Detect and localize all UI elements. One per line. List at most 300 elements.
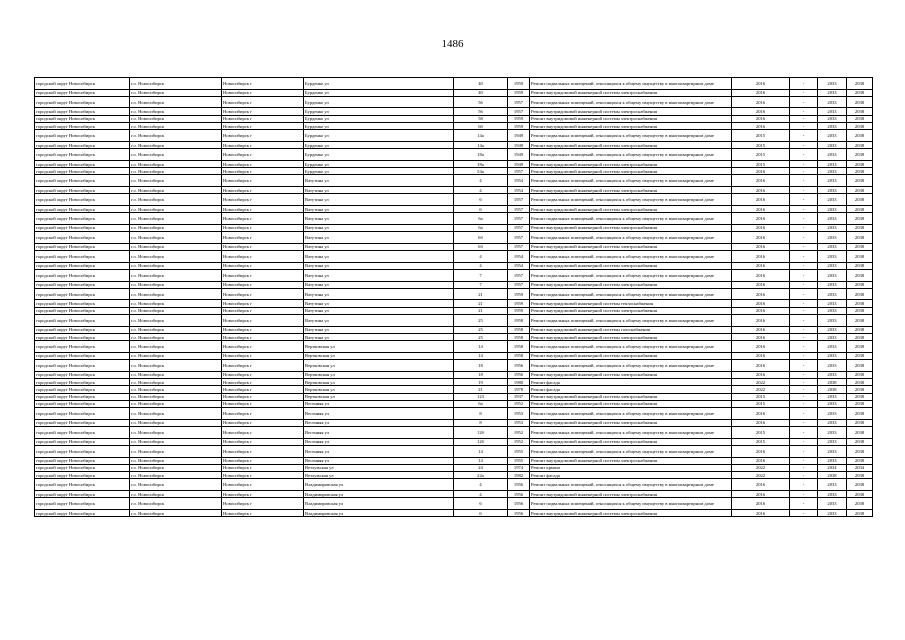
city-cell: Новосибирск г	[222, 205, 304, 212]
plan-final-cell: 2038	[847, 314, 873, 326]
plan-start-cell: 2016	[732, 371, 790, 378]
city-cell: Новосибирск г	[222, 307, 304, 314]
house-cell: 6	[454, 509, 508, 516]
year-built-cell: 1956	[508, 371, 530, 378]
house-cell: 6а	[454, 213, 508, 225]
house-cell: 56	[454, 108, 508, 115]
district-cell: городской округ Новосибирск	[35, 205, 130, 212]
house-cell: 21	[454, 288, 508, 300]
plan-final-cell: 2038	[847, 205, 873, 212]
street-cell: Вертковская ул	[304, 360, 454, 372]
municipality-cell: г.о. Новосибирск	[130, 123, 222, 130]
plan-final-cell: 2038	[847, 108, 873, 115]
table-row	[35, 224, 873, 231]
plan-start-cell: 2016	[732, 445, 790, 457]
plan-end-cell: 2033	[818, 314, 847, 326]
district-cell: городской округ Новосибирск	[35, 333, 130, 340]
table-row	[35, 213, 873, 225]
district-cell: городской округ Новосибирск	[35, 300, 130, 307]
district-cell: городской округ Новосибирск	[35, 393, 130, 400]
plan-mid-cell: -	[790, 130, 818, 142]
work-type-cell: Ремонт внутридомовой инженерной системы электроснабжения	[530, 400, 732, 407]
district-cell: городской округ Новосибирск	[35, 419, 130, 426]
table-row	[35, 386, 873, 393]
street-cell: Ватутина ул	[304, 194, 454, 206]
city-cell: Новосибирск г	[222, 457, 304, 464]
plan-end-cell: 2033	[818, 194, 847, 206]
plan-start-cell: 2016	[732, 288, 790, 300]
street-cell: Весенняя ул	[304, 400, 454, 407]
city-cell: Новосибирск г	[222, 326, 304, 333]
house-cell: 14а	[454, 141, 508, 148]
plan-mid-cell: -	[790, 445, 818, 457]
district-cell: городской округ Новосибирск	[35, 243, 130, 250]
district-cell: городской округ Новосибирск	[35, 498, 130, 510]
house-cell: 14	[454, 352, 508, 359]
city-cell: Новосибирск г	[222, 427, 304, 439]
plan-final-cell: 2038	[847, 408, 873, 420]
table-row	[35, 341, 873, 353]
plan-start-cell: 2016	[732, 307, 790, 314]
municipality-cell: г.о. Новосибирск	[130, 491, 222, 498]
street-cell: Ватутина ул	[304, 232, 454, 244]
work-type-cell: Ремонт внутридомовой инженерной системы электроснабжения	[530, 141, 732, 148]
plan-final-cell: 2038	[847, 419, 873, 426]
work-type-cell: Ремонт подвальных помещений, относящихся к общему имуществу в многоквартирном доме	[530, 288, 732, 300]
district-cell: городской округ Новосибирск	[35, 352, 130, 359]
municipality-cell: г.о. Новосибирск	[130, 224, 222, 231]
plan-mid-cell: -	[790, 232, 818, 244]
table-row	[35, 115, 873, 122]
district-cell: городской округ Новосибирск	[35, 130, 130, 142]
plan-end-cell: 2033	[818, 479, 847, 491]
plan-mid-cell: -	[790, 288, 818, 300]
plan-mid-cell: -	[790, 224, 818, 231]
house-cell: 6б	[454, 243, 508, 250]
plan-final-cell: 2038	[847, 472, 873, 479]
plan-end-cell: 2033	[818, 187, 847, 194]
work-type-cell: Ремонт внутридомовой инженерной системы электроснабжения	[530, 160, 732, 167]
city-cell: Новосибирск г	[222, 262, 304, 269]
house-cell: 14а	[454, 130, 508, 142]
street-cell: Ватутина ул	[304, 187, 454, 194]
page-number: 1486	[441, 38, 464, 50]
street-cell: Вертковская ул	[304, 341, 454, 353]
plan-start-cell: 2016	[732, 175, 790, 187]
plan-final-cell: 2038	[847, 96, 873, 108]
table-row	[35, 408, 873, 420]
house-cell: 12б	[454, 427, 508, 439]
municipality-cell: г.о. Новосибирск	[130, 187, 222, 194]
table-row	[35, 123, 873, 130]
city-cell: Новосибирск г	[222, 160, 304, 167]
work-type-cell: Ремонт внутридомовой инженерной системы электроснабжения	[530, 123, 732, 130]
house-cell: 4	[454, 187, 508, 194]
work-type-cell: Ремонт подвальных помещений, относящихся к общему имуществу в многоквартирном доме	[530, 194, 732, 206]
work-type-cell: Ремонт подвальных помещений, относящихся к общему имуществу в многоквартирном доме	[530, 498, 732, 510]
year-built-cell: 1958	[508, 333, 530, 340]
plan-start-cell: 2016	[732, 281, 790, 288]
work-type-cell: Ремонт подвальных помещений, относящихся к общему имуществу в многоквартирном доме	[530, 445, 732, 457]
plan-mid-cell: -	[790, 400, 818, 407]
year-built-cell: 1959	[508, 288, 530, 300]
district-cell: городской округ Новосибирск	[35, 141, 130, 148]
table-row	[35, 251, 873, 263]
plan-final-cell: 2038	[847, 288, 873, 300]
house-cell: 18	[454, 371, 508, 378]
district-cell: городской округ Новосибирск	[35, 108, 130, 115]
city-cell: Новосибирск г	[222, 371, 304, 378]
plan-start-cell: 2016	[732, 341, 790, 353]
plan-start-cell: 2015	[732, 438, 790, 445]
city-cell: Новосибирск г	[222, 378, 304, 385]
house-cell: 24	[454, 464, 508, 471]
plan-end-cell: 2033	[818, 408, 847, 420]
plan-start-cell: 2016	[732, 333, 790, 340]
work-type-cell: Ремонт подвальных помещений, относящихся к общему имуществу в многоквартирном доме	[530, 360, 732, 372]
table-row	[35, 232, 873, 244]
table-row	[35, 281, 873, 288]
plan-start-cell: 2015	[732, 393, 790, 400]
district-cell: городской округ Новосибирск	[35, 457, 130, 464]
plan-final-cell: 2038	[847, 393, 873, 400]
plan-mid-cell: -	[790, 205, 818, 212]
year-built-cell: 1980	[508, 378, 530, 385]
plan-start-cell: 2016	[732, 269, 790, 281]
year-built-cell: 1952	[508, 427, 530, 439]
year-built-cell: 1954	[508, 262, 530, 269]
house-cell: 58	[454, 115, 508, 122]
table-row	[35, 360, 873, 372]
plan-start-cell: 2016	[732, 108, 790, 115]
house-cell: 18а	[454, 160, 508, 167]
year-built-cell: 1955	[508, 457, 530, 464]
city-cell: Новосибирск г	[222, 491, 304, 498]
table-row	[35, 205, 873, 212]
district-cell: городской округ Новосибирск	[35, 378, 130, 385]
repair-schedule-table	[34, 77, 873, 517]
plan-final-cell: 2038	[847, 498, 873, 510]
year-built-cell: 1958	[508, 341, 530, 353]
municipality-cell: г.о. Новосибирск	[130, 205, 222, 212]
plan-mid-cell: -	[790, 96, 818, 108]
year-built-cell: 1974	[508, 464, 530, 471]
plan-mid-cell: -	[790, 393, 818, 400]
work-type-cell: Ремонт внутридомовой инженерной системы электроснабжения	[530, 115, 732, 122]
plan-final-cell: 2038	[847, 400, 873, 407]
house-cell: 8	[454, 408, 508, 420]
municipality-cell: г.о. Новосибирск	[130, 438, 222, 445]
work-type-cell: Ремонт фасада	[530, 386, 732, 393]
street-cell: Весенняя ул	[304, 408, 454, 420]
work-type-cell: Ремонт внутридомовой инженерной системы электроснабжения	[530, 419, 732, 426]
work-type-cell: Ремонт внутридомовой инженерной системы электроснабжения	[530, 168, 732, 175]
house-cell: 8	[454, 419, 508, 426]
street-cell: Вертковская ул	[304, 393, 454, 400]
city-cell: Новосибирск г	[222, 386, 304, 393]
plan-start-cell: 2016	[732, 352, 790, 359]
municipality-cell: г.о. Новосибирск	[130, 326, 222, 333]
plan-end-cell: 2033	[818, 123, 847, 130]
plan-mid-cell: -	[790, 141, 818, 148]
municipality-cell: г.о. Новосибирск	[130, 115, 222, 122]
year-built-cell: 1958	[508, 326, 530, 333]
year-built-cell: 1982	[508, 472, 530, 479]
municipality-cell: г.о. Новосибирск	[130, 386, 222, 393]
street-cell: Владимировская ул	[304, 479, 454, 491]
municipality-cell: г.о. Новосибирск	[130, 288, 222, 300]
plan-final-cell: 2038	[847, 78, 873, 90]
house-cell: 6б	[454, 232, 508, 244]
plan-end-cell: 2033	[818, 281, 847, 288]
table-row	[35, 445, 873, 457]
work-type-cell: Ремонт внутридомовой инженерной системы электроснабжения	[530, 352, 732, 359]
district-cell: городской округ Новосибирск	[35, 509, 130, 516]
plan-final-cell: 2038	[847, 509, 873, 516]
plan-end-cell: 2033	[818, 333, 847, 340]
street-cell: Бурденко ул	[304, 115, 454, 122]
plan-start-cell: 2016	[732, 262, 790, 269]
work-type-cell: Ремонт внутридомовой инженерной системы электроснабжения	[530, 491, 732, 498]
plan-mid-cell: -	[790, 149, 818, 161]
year-built-cell: 1949	[508, 160, 530, 167]
work-type-cell: Ремонт подвальных помещений, относящихся к общему имуществу в многоквартирном доме	[530, 479, 732, 491]
plan-mid-cell: -	[790, 187, 818, 194]
municipality-cell: г.о. Новосибирск	[130, 175, 222, 187]
plan-end-cell: 2033	[818, 498, 847, 510]
street-cell: Бурденко ул	[304, 130, 454, 142]
work-type-cell: Ремонт крыши	[530, 464, 732, 471]
work-type-cell: Ремонт внутридомовой инженерной системы электроснабжения	[530, 509, 732, 516]
year-built-cell: 1958	[508, 314, 530, 326]
house-cell: 60	[454, 123, 508, 130]
plan-end-cell: 2033	[818, 149, 847, 161]
work-type-cell: Ремонт внутридомовой инженерной системы электроснабжения	[530, 205, 732, 212]
plan-mid-cell: -	[790, 194, 818, 206]
municipality-cell: г.о. Новосибирск	[130, 89, 222, 96]
city-cell: Новосибирск г	[222, 168, 304, 175]
work-type-cell: Ремонт подвальных помещений, относящихся к общему имуществу в многоквартирном доме	[530, 341, 732, 353]
table-row	[35, 464, 873, 471]
work-type-cell: Ремонт подвальных помещений, относящихся к общему имуществу в многоквартирном доме	[530, 149, 732, 161]
work-type-cell: Ремонт фасада	[530, 472, 732, 479]
house-cell: 6	[454, 194, 508, 206]
plan-end-cell: 2033	[818, 360, 847, 372]
plan-start-cell: 2016	[732, 360, 790, 372]
city-cell: Новосибирск г	[222, 509, 304, 516]
street-cell: Бурденко ул	[304, 141, 454, 148]
district-cell: городской округ Новосибирск	[35, 123, 130, 130]
street-cell: Ватутина ул	[304, 251, 454, 263]
street-cell: Ватутина ул	[304, 262, 454, 269]
district-cell: городской округ Новосибирск	[35, 386, 130, 393]
year-built-cell: 1957	[508, 205, 530, 212]
street-cell: Вертковская ул	[304, 378, 454, 385]
house-cell: 4	[454, 479, 508, 491]
plan-final-cell: 2038	[847, 333, 873, 340]
street-cell: Ватутина ул	[304, 300, 454, 307]
district-cell: городской округ Новосибирск	[35, 408, 130, 420]
house-cell: 25	[454, 333, 508, 340]
municipality-cell: г.о. Новосибирск	[130, 307, 222, 314]
plan-final-cell: 2038	[847, 224, 873, 231]
plan-end-cell: 2033	[818, 168, 847, 175]
table-row	[35, 457, 873, 464]
plan-end-cell: 2033	[818, 96, 847, 108]
work-type-cell: Ремонт подвальных помещений, относящихся к общему имуществу в многоквартирном доме	[530, 408, 732, 420]
house-cell: 4	[454, 262, 508, 269]
plan-mid-cell: -	[790, 352, 818, 359]
street-cell: Бурденко ул	[304, 78, 454, 90]
plan-mid-cell: -	[790, 457, 818, 464]
plan-start-cell: 2016	[732, 232, 790, 244]
plan-end-cell: 2033	[818, 457, 847, 464]
house-cell: 21	[454, 300, 508, 307]
plan-final-cell: 2038	[847, 386, 873, 393]
district-cell: городской округ Новосибирск	[35, 479, 130, 491]
district-cell: городской округ Новосибирск	[35, 371, 130, 378]
house-cell: 18	[454, 360, 508, 372]
street-cell: Ватутина ул	[304, 333, 454, 340]
house-cell: 4	[454, 251, 508, 263]
municipality-cell: г.о. Новосибирск	[130, 168, 222, 175]
plan-end-cell: 2033	[818, 78, 847, 90]
street-cell: Бурденко ул	[304, 168, 454, 175]
work-type-cell: Ремонт внутридомовой инженерной системы электроснабжения	[530, 393, 732, 400]
district-cell: городской округ Новосибирск	[35, 232, 130, 244]
district-cell: городской округ Новосибирск	[35, 149, 130, 161]
plan-final-cell: 2038	[847, 438, 873, 445]
city-cell: Новосибирск г	[222, 96, 304, 108]
city-cell: Новосибирск г	[222, 175, 304, 187]
year-built-cell: 1957	[508, 281, 530, 288]
municipality-cell: г.о. Новосибирск	[130, 232, 222, 244]
year-built-cell: 1954	[508, 175, 530, 187]
plan-mid-cell: -	[790, 419, 818, 426]
year-built-cell: 1957	[508, 232, 530, 244]
work-type-cell: Ремонт подвальных помещений, относящихся к общему имуществу в многоквартирном доме	[530, 232, 732, 244]
street-cell: Весенняя ул	[304, 427, 454, 439]
street-cell: Бурденко ул	[304, 89, 454, 96]
plan-start-cell: 2016	[732, 491, 790, 498]
plan-mid-cell: -	[790, 479, 818, 491]
plan-final-cell: 2038	[847, 352, 873, 359]
year-built-cell: 1957	[508, 108, 530, 115]
table-row	[35, 243, 873, 250]
district-cell: городской округ Новосибирск	[35, 360, 130, 372]
municipality-cell: г.о. Новосибирск	[130, 281, 222, 288]
city-cell: Новосибирск г	[222, 360, 304, 372]
plan-mid-cell: -	[790, 89, 818, 96]
plan-start-cell: 2022	[732, 386, 790, 393]
plan-final-cell: 2038	[847, 491, 873, 498]
plan-end-cell: 2033	[818, 300, 847, 307]
city-cell: Новосибирск г	[222, 352, 304, 359]
municipality-cell: г.о. Новосибирск	[130, 243, 222, 250]
plan-final-cell: 2038	[847, 281, 873, 288]
work-type-cell: Ремонт подвальных помещений, относящихся к общему имуществу в многоквартирном доме	[530, 427, 732, 439]
city-cell: Новосибирск г	[222, 243, 304, 250]
city-cell: Новосибирск г	[222, 479, 304, 491]
work-type-cell: Ремонт подвальных помещений, относящихся к общему имуществу в многоквартирном доме	[530, 175, 732, 187]
district-cell: городской округ Новосибирск	[35, 115, 130, 122]
table-row	[35, 491, 873, 498]
municipality-cell: г.о. Новосибирск	[130, 78, 222, 90]
year-built-cell: 1956	[508, 498, 530, 510]
plan-mid-cell: -	[790, 464, 818, 471]
city-cell: Новосибирск г	[222, 408, 304, 420]
district-cell: городской округ Новосибирск	[35, 78, 130, 90]
work-type-cell: Ремонт внутридомовой инженерной системы теплоснабжения	[530, 300, 732, 307]
table-row	[35, 314, 873, 326]
plan-mid-cell: -	[790, 341, 818, 353]
plan-end-cell: 2034	[818, 464, 847, 471]
work-type-cell: Ремонт внутридомовой инженерной системы электроснабжения	[530, 89, 732, 96]
municipality-cell: г.о. Новосибирск	[130, 194, 222, 206]
table-row	[35, 288, 873, 300]
municipality-cell: г.о. Новосибирск	[130, 427, 222, 439]
house-cell: 7	[454, 269, 508, 281]
year-built-cell: 1957	[508, 96, 530, 108]
plan-final-cell: 2038	[847, 232, 873, 244]
work-type-cell: Ремонт подвальных помещений, относящихся к общему имуществу в многоквартирном доме	[530, 251, 732, 263]
plan-start-cell: 2016	[732, 224, 790, 231]
street-cell: Весенняя ул	[304, 445, 454, 457]
year-built-cell: 1958	[508, 352, 530, 359]
street-cell: Ватутина ул	[304, 224, 454, 231]
plan-start-cell: 2016	[732, 314, 790, 326]
plan-end-cell: 2038	[818, 472, 847, 479]
house-cell: 21	[454, 386, 508, 393]
plan-final-cell: 2038	[847, 341, 873, 353]
plan-end-cell: 2033	[818, 427, 847, 439]
plan-mid-cell: -	[790, 360, 818, 372]
city-cell: Новосибирск г	[222, 445, 304, 457]
municipality-cell: г.о. Новосибирск	[130, 141, 222, 148]
table-row	[35, 326, 873, 333]
district-cell: городской округ Новосибирск	[35, 168, 130, 175]
district-cell: городской округ Новосибирск	[35, 341, 130, 353]
table-row	[35, 168, 873, 175]
district-cell: городской округ Новосибирск	[35, 213, 130, 225]
municipality-cell: г.о. Новосибирск	[130, 160, 222, 167]
district-cell: городской округ Новосибирск	[35, 400, 130, 407]
plan-start-cell: 2016	[732, 205, 790, 212]
table-row	[35, 333, 873, 340]
plan-end-cell: 2033	[818, 352, 847, 359]
street-cell: Ветлужская ул	[304, 472, 454, 479]
municipality-cell: г.о. Новосибирск	[130, 130, 222, 142]
table-row	[35, 352, 873, 359]
year-built-cell: 1955	[508, 445, 530, 457]
table-row	[35, 130, 873, 142]
street-cell: Ватутина ул	[304, 281, 454, 288]
year-built-cell: 1949	[508, 130, 530, 142]
street-cell: Ватутина ул	[304, 288, 454, 300]
work-type-cell: Ремонт внутридомовой инженерной системы электроснабжения	[530, 371, 732, 378]
street-cell: Вертковская ул	[304, 371, 454, 378]
municipality-cell: г.о. Новосибирск	[130, 464, 222, 471]
plan-end-cell: 2033	[818, 262, 847, 269]
district-cell: городской округ Новосибирск	[35, 427, 130, 439]
municipality-cell: г.о. Новосибирск	[130, 262, 222, 269]
house-cell: 18а	[454, 149, 508, 161]
plan-end-cell: 2033	[818, 400, 847, 407]
plan-start-cell: 2016	[732, 479, 790, 491]
plan-mid-cell: -	[790, 498, 818, 510]
district-cell: городской округ Новосибирск	[35, 224, 130, 231]
plan-end-cell: 2038	[818, 378, 847, 385]
